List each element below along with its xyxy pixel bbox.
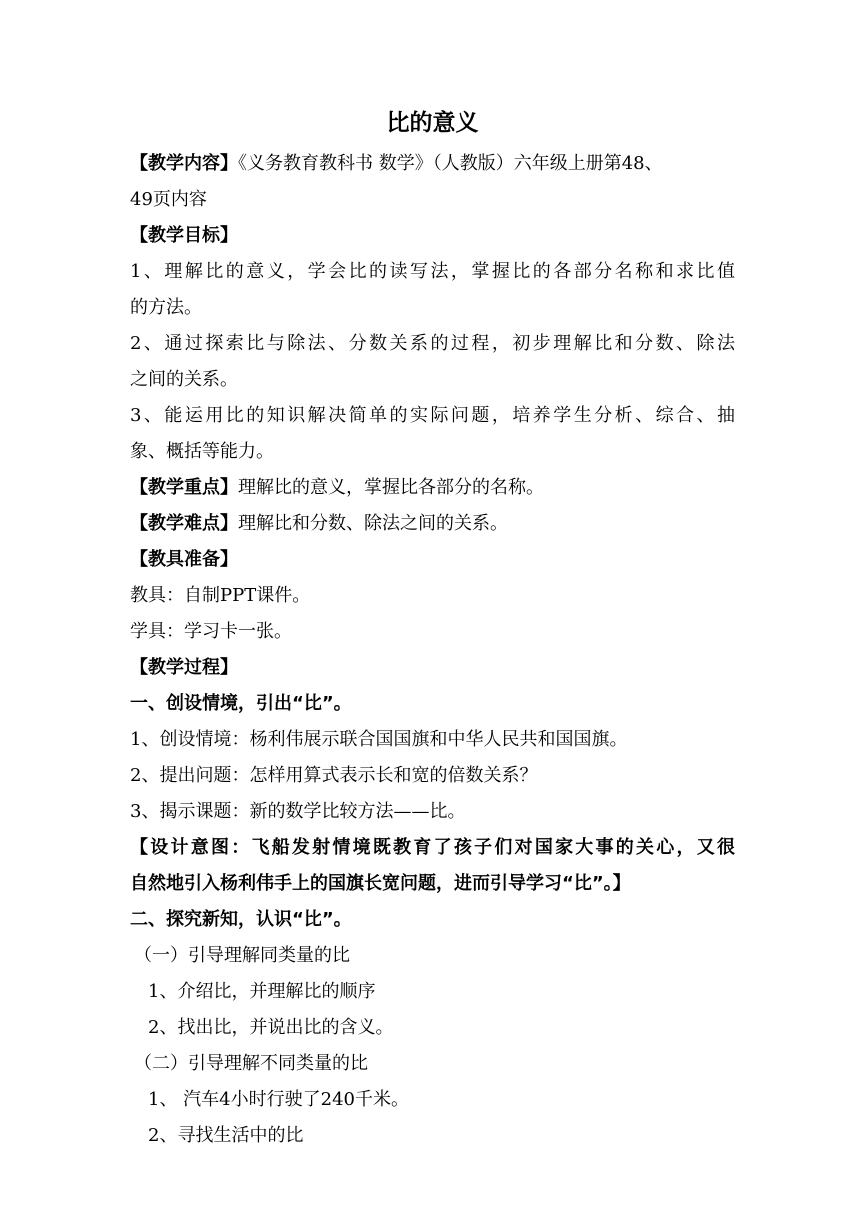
section-1-item-2: 2、提出问题：怎样用算式表示长和宽的倍数关系？ — [130, 765, 538, 786]
process-label: 【教学过程】 — [130, 657, 238, 678]
content-label: 【教学内容】 — [130, 153, 238, 174]
objective-3-line-1: 3、能运用比的知识解决简单的实际问题，培养学生分析、综合、抽 — [130, 405, 735, 426]
content-line-2: 49页内容 — [130, 189, 207, 210]
key-point-text: 理解比的意义，掌握比各部分的名称。 — [238, 477, 544, 498]
subsection-1-heading: （一）引导理解同类量的比 — [134, 945, 350, 966]
materials-teacher: 教具：自制PPT课件。 — [130, 585, 311, 606]
materials-label: 【教具准备】 — [130, 549, 238, 570]
content-line-1 — [130, 146, 735, 182]
design-intent-line-1: 【设计意图：飞船发射情境既教育了孩子们对国家大事的关心，又很 — [130, 837, 735, 858]
objective-1-line-2: 的方法。 — [130, 297, 202, 318]
key-point — [130, 470, 735, 506]
difficulty — [130, 506, 735, 542]
difficulty-label: 【教学难点】 — [130, 513, 238, 534]
key-point-label: 【教学重点】 — [130, 477, 238, 498]
document-page — [130, 100, 735, 1154]
objectives-label: 【教学目标】 — [130, 225, 238, 246]
objective-2-line-2: 之间的关系。 — [130, 369, 238, 390]
difficulty-text: 理解比和分数、除法之间的关系。 — [238, 513, 508, 534]
objective-3-line-2: 象、概括等能力。 — [130, 441, 274, 462]
subsection-2-item-1: 1、 汽车4小时行驶了240千米。 — [148, 1089, 409, 1110]
section-1-heading: 一、创设情境，引出“比”。 — [130, 693, 352, 714]
objective-2-line-1: 2、通过探索比与除法、分数关系的过程，初步理解比和分数、除法 — [130, 333, 735, 354]
objective-1-line-1: 1、理解比的意义，学会比的读写法，掌握比的各部分名称和求比值 — [130, 261, 735, 282]
section-2-heading: 二、探究新知，认识“比”。 — [130, 909, 352, 930]
section-1-item-1: 1、创设情境：杨利伟展示联合国国旗和中华人民共和国国旗。 — [130, 729, 628, 750]
section-1-item-3: 3、揭示课题：新的数学比较方法——比。 — [130, 801, 466, 822]
subsection-1-item-2: 2、找出比，并说出比的含义。 — [148, 1017, 394, 1038]
subsection-2-heading: （二）引导理解不同类量的比 — [134, 1053, 368, 1074]
design-intent-line-2: 自然地引入杨利伟手上的国旗长宽问题，进而引导学习“比”。】 — [130, 873, 631, 894]
subsection-2-item-2: 2、寻找生活中的比 — [148, 1125, 304, 1146]
document-title: 比的意义 — [386, 110, 479, 136]
subsection-1-item-1: 1、介绍比，并理解比的顺序 — [148, 981, 376, 1002]
materials-student: 学具：学习卡一张。 — [130, 621, 292, 642]
content-text: 《义务教育教科书 数学》（人教版）六年级上册第48、 — [238, 153, 663, 174]
